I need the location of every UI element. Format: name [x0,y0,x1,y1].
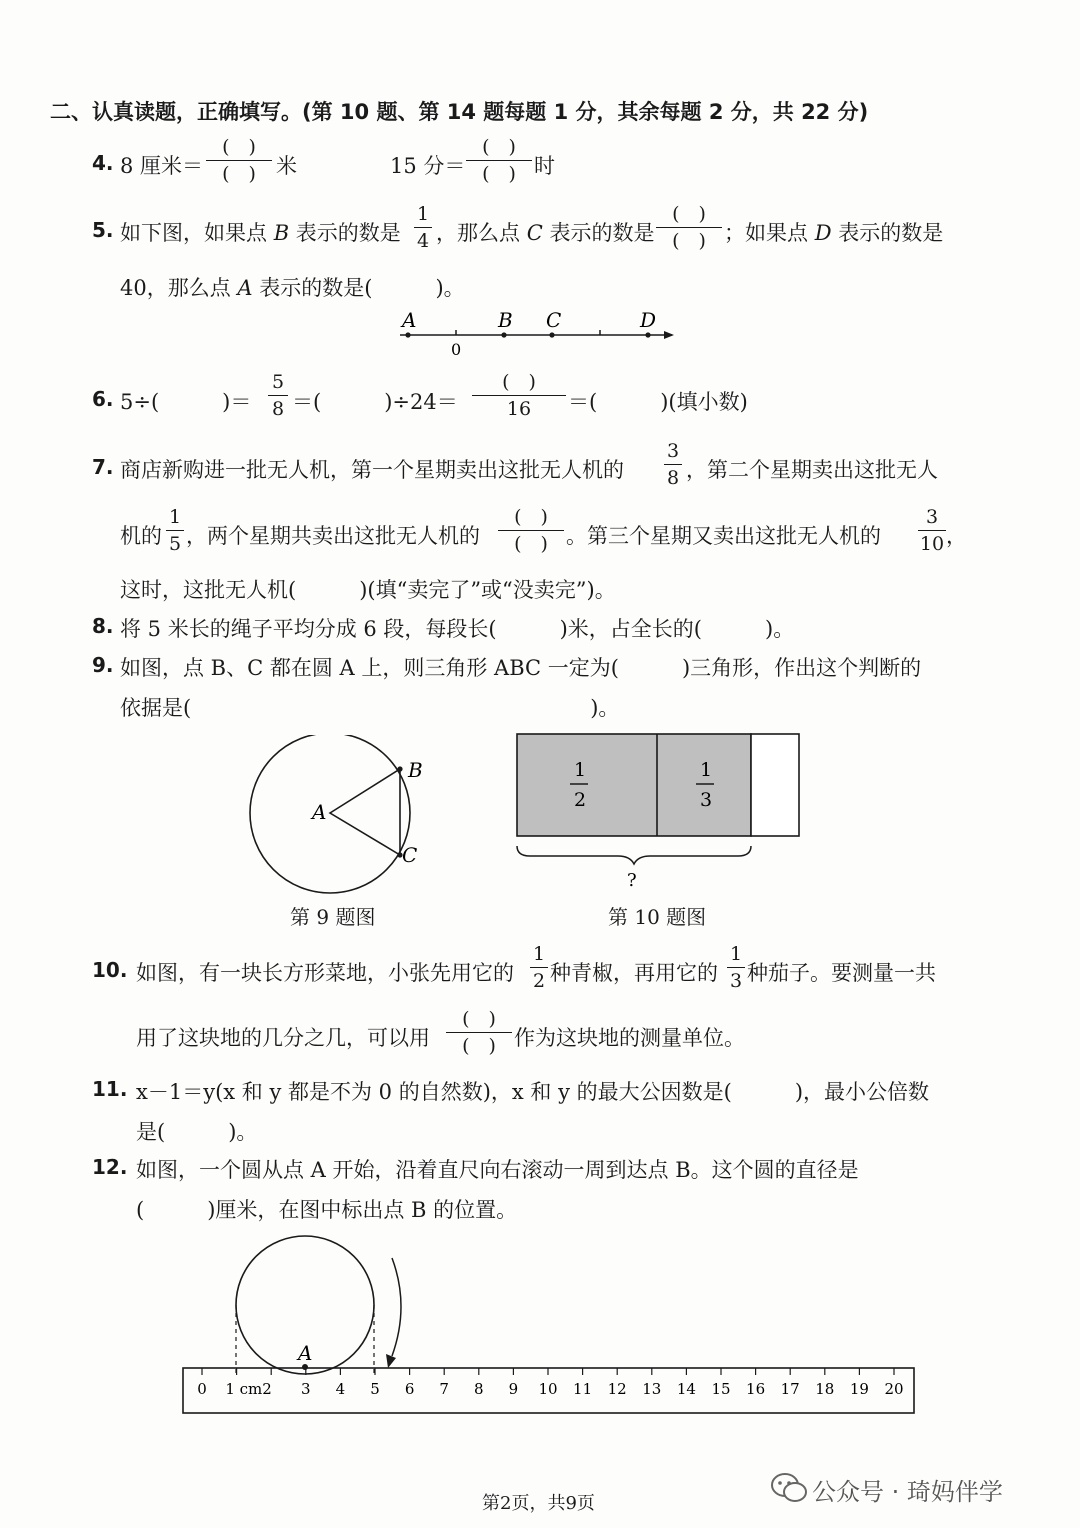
q6-part-c: ＝( )(填小数) [568,390,748,414]
q12-line1: 如图，一个圆从点 A 开始，沿着直尺向右滚动一周到达点 B。这个圆的直径是 [136,1158,859,1182]
question-number: 11. [92,1077,128,1101]
q6-part-b: ＝( )÷24＝ [292,390,458,414]
unused-area [751,734,799,836]
ruler-label: 19 [849,1380,869,1398]
ruler-label: 5 [370,1380,380,1398]
page-footer: 第2页，共9页 [482,1493,595,1514]
frac-third-den: 3 [700,789,713,811]
question-number: 12. [92,1155,128,1179]
point-b [501,332,506,337]
q11-line1: x－1＝y(x 和 y 都是不为 0 的自然数)，x 和 y 的最大公因数是( )，最小公倍数 [136,1080,930,1104]
q4-part-a: 8 厘米＝ [120,154,204,178]
q4-unit-b: 时 [534,154,555,178]
figure-10-field [510,728,810,893]
q10-line2b: 作为这块地的测量单位。 [514,1026,745,1050]
ruler-label: 18 [815,1380,835,1398]
ruler-label: 1 cm2 [225,1380,272,1398]
blank: ( ) [222,136,256,158]
ruler-figure [170,1228,930,1423]
q7-line2b: ，两个星期共卖出这批无人机的 [186,524,480,548]
ruler-label: 0 [197,1380,207,1398]
q6-fraction-over-16: ( ) 16 [472,371,566,420]
q5-fraction-one-quarter: 1 4 [414,203,432,252]
ruler-label: 10 [538,1380,558,1398]
q5-line1: 如下图，如果点 B 表示的数是 [120,221,401,245]
q10-fraction-1-3: 1 3 [727,943,745,992]
ruler-label: 8 [474,1380,484,1398]
section-title: 二、认真读题，正确填写。(第 10 题、第 14 题每题 1 分，其余每题 2 分，共 22 分) [50,100,869,124]
rotation-arrow [392,1258,401,1356]
ruler-label: 16 [746,1380,766,1398]
q8-text: 将 5 米长的绳子平均分成 6 段，每段长( )米，占全长的( )。 [120,617,795,641]
q7-line1: 商店新购进一批无人机，第一个星期卖出这批无人机的 [120,458,624,482]
q7-fraction-3-10: 3 10 [919,506,945,555]
watermark: 公众号 · 琦妈伴学 [812,1478,1003,1506]
q4-part-b: 15 分＝ [390,154,466,178]
point-c [549,332,554,337]
question-number: 5. [92,218,114,242]
ruler-label: 17 [780,1380,800,1398]
q4-fraction-blank-b [466,136,532,185]
ruler-label: 6 [404,1380,415,1398]
q5-line1b: ，那么点 C 表示的数是 [436,221,655,245]
q10-fraction-1-2: 1 2 [530,943,548,992]
label-c: C [546,308,562,332]
q10-fraction-blank: ( ) ( ) [446,1008,512,1057]
point-d [645,332,650,337]
ruler-label: 20 [884,1380,904,1398]
question-number: 10. [92,958,128,982]
label-c: C [402,843,418,867]
q12-line2: ( )厘米，在图中标出点 B 的位置。 [136,1198,518,1222]
number-line [390,305,690,365]
q5-line2: 40，那么点 A 表示的数是( )。 [120,276,465,300]
q7-line3: 这时，这批无人机( )(填“卖完了”或“没卖完”)。 [120,578,616,602]
q7-fraction-blank: ( ) ( ) [498,506,564,555]
point-a [405,332,410,337]
q6-part-a: 5÷( )＝ [120,390,252,414]
q9-line2: 依据是( )。 [120,696,620,720]
q4-unit-a: 米 [276,154,297,178]
frac-half-num: 1 [574,759,587,781]
blank: ( ) [482,136,516,158]
q10-line1a: 如图，有一块长方形菜地，小张先用它的 [136,961,514,985]
q10-line1b: 种青椒，再用它的 [550,961,718,985]
label-zero: 0 [451,340,462,359]
question-number: 9. [92,653,114,677]
q7-line1b: ，第二个星期卖出这批无人 [686,458,938,482]
label-b: B [498,308,513,332]
label-d: D [640,308,657,332]
label-b: B [408,758,423,782]
circle [250,735,410,893]
used-area [517,734,751,836]
q7-line2c: 。第三个星期又卖出这批无人机的 [566,524,881,548]
frac-half-den: 2 [574,789,587,811]
figure-9-caption: 第 9 题图 [290,905,376,929]
ruler-label: 9 [508,1380,519,1398]
q9-line1: 如图，点 B、C 都在圆 A 上，则三角形 ABC 一定为( )三角形，作出这个判断的 [120,656,922,680]
blank: ( ) [222,163,256,185]
ruler-label: 14 [676,1380,696,1398]
brace [517,846,751,864]
question-number: 7. [92,455,114,479]
q10-line2a: 用了这块地的几分之几，可以用 [136,1026,430,1050]
ruler-label: 3 [301,1380,311,1398]
q10-line1c: 种茄子。要测量一共 [747,961,936,985]
ruler-label: 15 [711,1380,731,1398]
triangle-abc [330,769,400,855]
q7-line2a: 机的 [120,524,162,548]
label-a: A [402,308,417,332]
frac-third-num: 1 [700,759,713,781]
q11-line2: 是( )。 [136,1120,258,1144]
question-mark: ? [627,870,637,891]
ruler-label: 11 [573,1380,593,1398]
ruler-label: 12 [607,1380,627,1398]
question-number: 6. [92,387,114,411]
q7-fraction-1-5: 1 5 [166,506,184,555]
label-a: A [298,1341,313,1365]
question-number: 4. [92,151,114,175]
label-a: A [312,800,327,824]
q4-fraction-blank-a [206,136,272,185]
q7-line2d: ， [946,524,967,548]
figure-10-caption: 第 10 题图 [608,905,707,929]
ruler-label: 7 [439,1380,449,1398]
blank: ( ) [482,163,516,185]
q6-fraction-five-eighths: 5 8 [268,371,288,420]
q5-line1c: ；如果点 D 表示的数是 [724,221,944,245]
wechat-icon [770,1472,808,1504]
question-number: 8. [92,614,114,638]
q5-fraction-blank: ( ) ( ) [656,203,722,252]
ruler-label: 4 [335,1380,346,1398]
q7-fraction-3-8: 3 8 [664,440,682,489]
figure-9-circle [240,735,440,905]
ruler-label: 13 [642,1380,662,1398]
